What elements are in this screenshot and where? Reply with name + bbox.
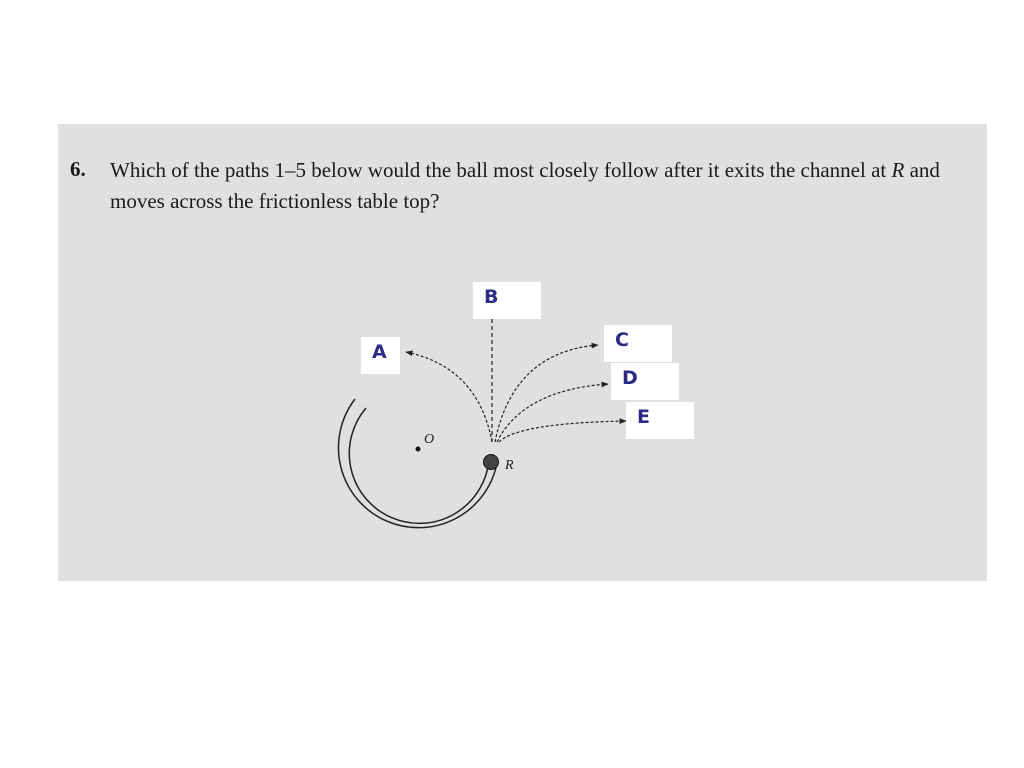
- question-number: 6.: [70, 157, 86, 181]
- question-text-part-1: Which of the paths 1–5 below would the ball most closely follow after it exits the channel at: [110, 158, 892, 182]
- path-label-e: E: [626, 402, 694, 439]
- path-label-c: C: [604, 325, 672, 362]
- channel-diagram: [58, 124, 987, 581]
- path-a: [406, 352, 492, 442]
- path-c: [495, 345, 598, 442]
- center-point: [416, 447, 421, 452]
- center-label: O: [424, 432, 435, 447]
- question-variable-r: R: [891, 158, 905, 182]
- exit-label: R: [505, 458, 514, 473]
- path-e: [499, 421, 626, 442]
- question-panel: [58, 124, 987, 581]
- path-label-a: A: [361, 337, 400, 374]
- path-label-b: B: [473, 282, 541, 319]
- path-label-d: D: [611, 363, 679, 400]
- channel-outer-arc: [338, 399, 497, 528]
- channel-inner-arc: [349, 408, 489, 523]
- ball: [484, 455, 499, 470]
- question-text-part-2: and moves across the frictionless table top?: [110, 158, 940, 213]
